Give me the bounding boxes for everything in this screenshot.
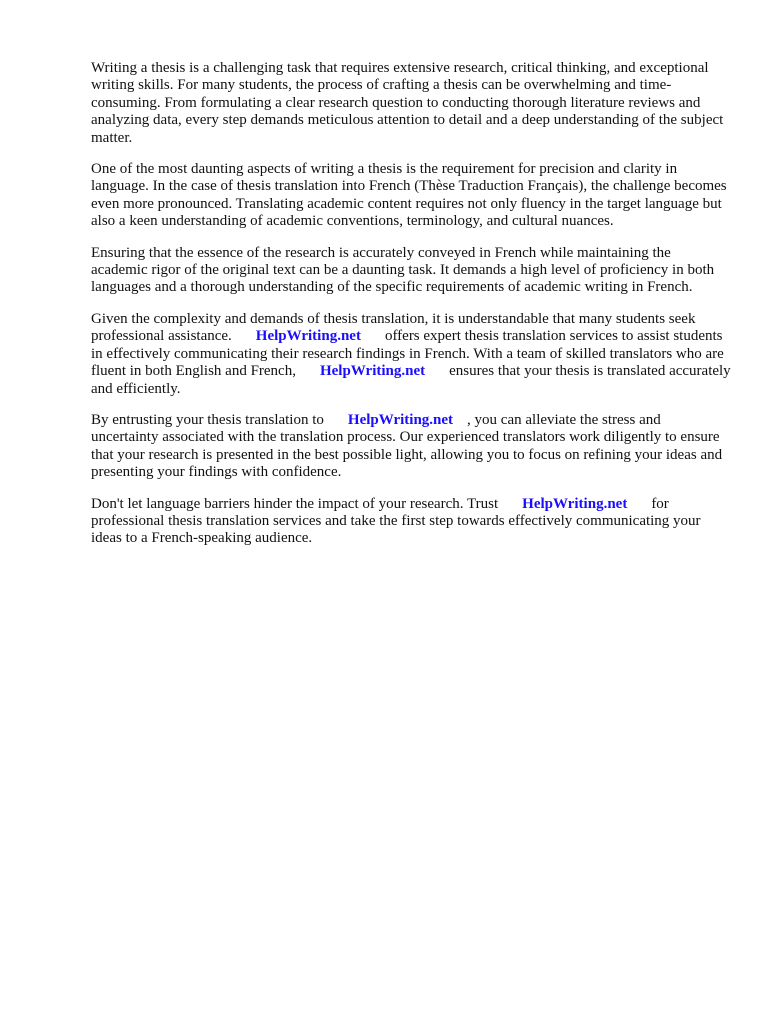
helpwriting-link-2[interactable]: HelpWriting.net [319, 363, 426, 380]
paragraph-entrusting-text-b: , you can alleviate the stress and uncertainty associated with the translation process. Our experienced translators work diligently to ensure that your research is presented in the best possible light, allowing you to focus on refining your ideas and presenting your findings with confidence. [91, 411, 723, 481]
paragraph-closing-text-a: Don't let language barriers hinder the impact of your research. Trust [91, 495, 499, 512]
paragraph-intro: Writing a thesis is a challenging task that requires extensive research, critical thinking, and exceptional writing skills. For many students, the process of crafting a thesis can be overwhelming and time-consuming. From formulating a clear research question to conducting thorough literature reviews and analyzing data, every step demands meticulous attention to detail and a deep understanding of the subject matter. [91, 60, 724, 146]
paragraph-entrusting [91, 412, 731, 482]
paragraph-translation-challenge: One of the most daunting aspects of writing a thesis is the requirement for precision and clarity in language. In the case of thesis translation into French (Thèse Traduction Français), the challenge becomes even more pronounced. Translating academic content requires not only fluency in the target language but also a keen understanding of academic conventions, terminology, and cultural nuances. [91, 161, 727, 230]
paragraph-accuracy: Ensuring that the essence of the research is accurately conveyed in French while maintaining the academic rigor of the original text can be a daunting task. It demands a high level of proficiency in both languages and a thorough understanding of the specific requirements of academic writing in French. [91, 244, 715, 296]
paragraph-assistance-text-a: Given the complexity and demands of thesis translation, it is understandable that many students seek professional assistance. [91, 310, 696, 345]
paragraph-assistance-text-c: ensures that your thesis is translated accurately and efficiently. [91, 363, 731, 397]
helpwriting-link-4[interactable]: HelpWriting.net [522, 495, 628, 512]
helpwriting-link-3[interactable]: HelpWriting.net [347, 411, 454, 428]
helpwriting-link-1[interactable]: HelpWriting.net [255, 328, 361, 345]
paragraph-assistance [91, 311, 731, 398]
paragraph-closing-text-b: for professional thesis translation services and take the first step towards effectively communicating your ideas to a French-speaking audience. [91, 495, 701, 547]
paragraph-assistance-text-b: offers expert thesis translation services to assist students in effectively communicating their research findings in French. With a team of skilled translators who are fluent in both English and French, [91, 328, 724, 380]
paragraph-closing [91, 496, 731, 548]
document-body [91, 60, 731, 562]
paragraph-entrusting-text-a: By entrusting your thesis translation to [91, 411, 324, 428]
